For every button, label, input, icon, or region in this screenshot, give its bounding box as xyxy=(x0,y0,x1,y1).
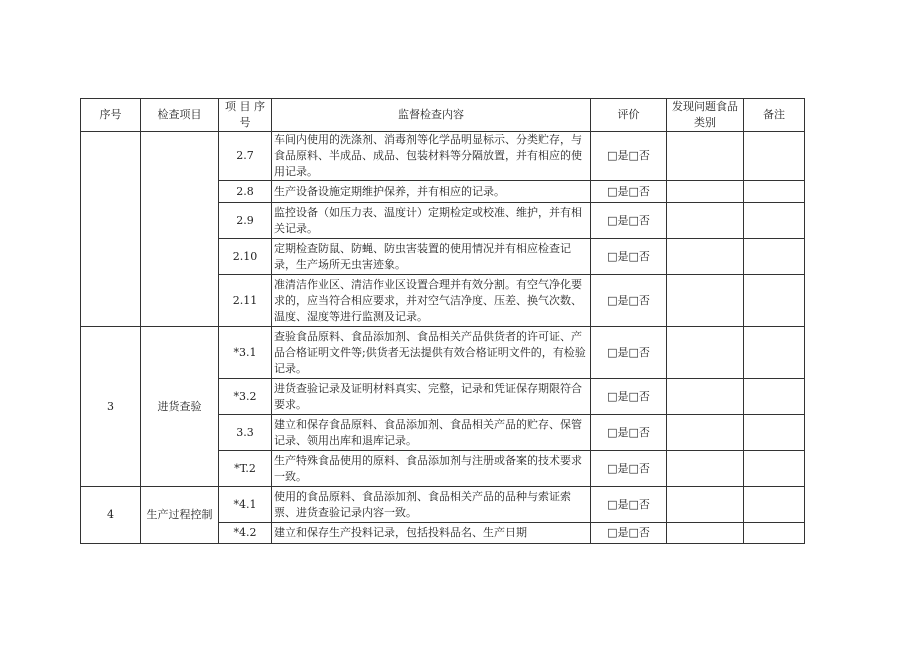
seq-cell: 4 xyxy=(81,487,141,544)
header-content: 监督检查内容 xyxy=(272,99,591,132)
header-item-no: 项 目 序 号 xyxy=(219,99,272,132)
remark-cell[interactable] xyxy=(744,203,805,239)
remark-cell[interactable] xyxy=(744,181,805,203)
check-content: 生产特殊食品使用的原料、食品添加剂与注册或备案的技术要求一致。 xyxy=(272,451,591,487)
seq-cell: 3 xyxy=(81,327,141,487)
category-cell[interactable] xyxy=(667,239,744,275)
item-no: 2.9 xyxy=(219,203,272,239)
check-content: 生产设备设施定期维护保养，并有相应的记录。 xyxy=(272,181,591,203)
item-no: 2.10 xyxy=(219,239,272,275)
category-cell[interactable] xyxy=(667,523,744,544)
item-no: *3.2 xyxy=(219,379,272,415)
remark-cell[interactable] xyxy=(744,523,805,544)
check-content: 使用的食品原料、食品添加剂、食品相关产品的品种与索证索票、进货查验记录内容一致。 xyxy=(272,487,591,523)
inspection-table xyxy=(80,98,805,544)
eval-checkbox[interactable]: □是□否 xyxy=(591,132,667,181)
category-cell[interactable] xyxy=(667,451,744,487)
eval-checkbox[interactable]: □是□否 xyxy=(591,203,667,239)
table-row xyxy=(81,487,805,523)
check-content: 建立和保存生产投料记录，包括投料品名、生产日期 xyxy=(272,523,591,544)
item-no: 2.7 xyxy=(219,132,272,181)
item-cell: 进货查验 xyxy=(141,327,219,487)
item-no: 3.3 xyxy=(219,415,272,451)
eval-checkbox[interactable]: □是□否 xyxy=(591,275,667,327)
check-content: 查验食品原料、食品添加剂、食品相关产品供货者的许可证、产品合格证明文件等;供货者无法提供有效合格证明文件的，有检验记录。 xyxy=(272,327,591,379)
eval-checkbox[interactable]: □是□否 xyxy=(591,451,667,487)
header-category: 发现问题食品 类别 xyxy=(667,99,744,132)
remark-cell[interactable] xyxy=(744,487,805,523)
eval-checkbox[interactable]: □是□否 xyxy=(591,379,667,415)
check-content: 进货查验记录及证明材料真实、完整，记录和凭证保存期限符合要求。 xyxy=(272,379,591,415)
eval-checkbox[interactable]: □是□否 xyxy=(591,487,667,523)
remark-cell[interactable] xyxy=(744,327,805,379)
header-item: 检查项目 xyxy=(141,99,219,132)
remark-cell[interactable] xyxy=(744,132,805,181)
table-row xyxy=(81,132,805,181)
item-cell xyxy=(141,132,219,327)
category-cell[interactable] xyxy=(667,181,744,203)
category-cell[interactable] xyxy=(667,132,744,181)
category-cell[interactable] xyxy=(667,203,744,239)
item-no: 2.8 xyxy=(219,181,272,203)
check-content: 车间内使用的洗涤剂、消毒剂等化学品明显标示、分类贮存，与食品原料、半成品、成品、包装材料等分隔放置，并有相应的使用记录。 xyxy=(272,132,591,181)
remark-cell[interactable] xyxy=(744,239,805,275)
category-cell[interactable] xyxy=(667,379,744,415)
header-seq: 序号 xyxy=(81,99,141,132)
check-content: 建立和保存食品原料、食品添加剂、食品相关产品的贮存、保管记录、领用出库和退库记录。 xyxy=(272,415,591,451)
eval-checkbox[interactable]: □是□否 xyxy=(591,415,667,451)
check-content: 准清洁作业区、清洁作业区设置合理并有效分割。有空气净化要求的，应当符合相应要求，并对空气洁净度、压差、换气次数、温度、湿度等进行监测及记录。 xyxy=(272,275,591,327)
remark-cell[interactable] xyxy=(744,451,805,487)
remark-cell[interactable] xyxy=(744,415,805,451)
check-content: 定期检查防鼠、防蝇、防虫害装置的使用情况并有相应检查记录，生产场所无虫害迹象。 xyxy=(272,239,591,275)
eval-checkbox[interactable]: □是□否 xyxy=(591,181,667,203)
header-remark: 备注 xyxy=(744,99,805,132)
header-row xyxy=(81,99,805,132)
header-eval: 评价 xyxy=(591,99,667,132)
eval-checkbox[interactable]: □是□否 xyxy=(591,327,667,379)
seq-cell xyxy=(81,132,141,327)
check-content: 监控设备（如压力表、温度计）定期检定或校准、维护，并有相关记录。 xyxy=(272,203,591,239)
remark-cell[interactable] xyxy=(744,275,805,327)
category-cell[interactable] xyxy=(667,275,744,327)
eval-checkbox[interactable]: □是□否 xyxy=(591,239,667,275)
category-cell[interactable] xyxy=(667,327,744,379)
item-cell: 生产过程控制 xyxy=(141,487,219,544)
remark-cell[interactable] xyxy=(744,379,805,415)
category-cell[interactable] xyxy=(667,487,744,523)
item-no: *4.1 xyxy=(219,487,272,523)
table-row xyxy=(81,327,805,379)
item-no: *3.1 xyxy=(219,327,272,379)
eval-checkbox[interactable]: □是□否 xyxy=(591,523,667,544)
item-no: *T.2 xyxy=(219,451,272,487)
item-no: 2.11 xyxy=(219,275,272,327)
category-cell[interactable] xyxy=(667,415,744,451)
item-no: *4.2 xyxy=(219,523,272,544)
